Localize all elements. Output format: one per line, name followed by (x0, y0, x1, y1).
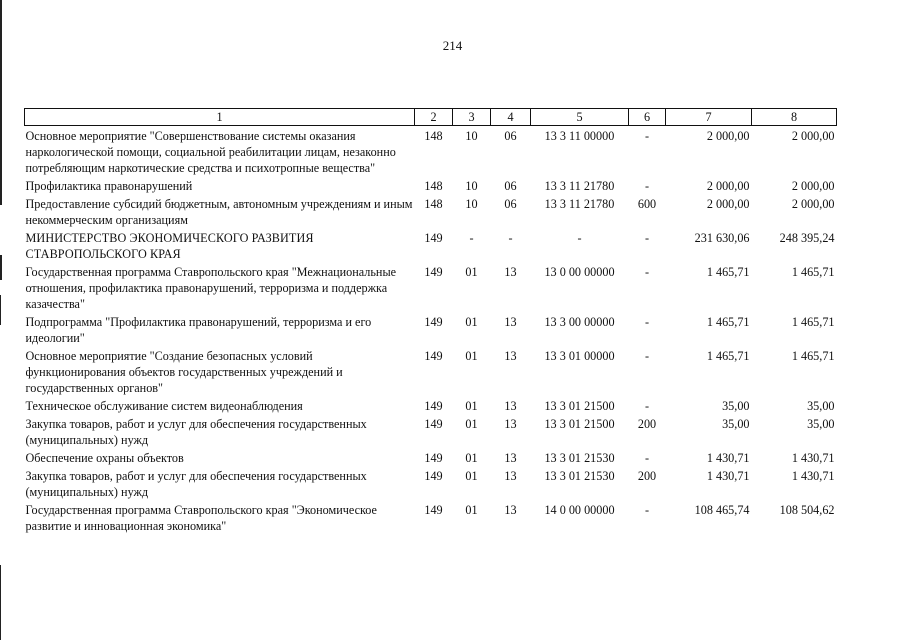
amount-year-1-cell: 1 430,71 (706, 469, 750, 483)
target-article-code-cell: 13 3 00 00000 (544, 315, 615, 329)
subsection-code-cell: 13 (504, 469, 517, 483)
expense-type-cell: - (644, 265, 650, 279)
column-header: 8 (752, 109, 837, 126)
section-code-cell: 10 (465, 197, 478, 211)
column-header: 3 (453, 109, 491, 126)
amount-year-2-cell: 1 430,71 (791, 451, 835, 465)
section-code-cell: 01 (465, 451, 478, 465)
subsection-code-cell: - (508, 231, 513, 245)
row-name-cell: Подпрограмма "Профилактика правонарушений, терроризма и его идеологии" (25, 315, 372, 345)
scan-edge-mark (0, 0, 2, 205)
table-row (25, 396, 837, 414)
chapter-code-cell: 149 (424, 503, 443, 517)
amount-year-2-cell: 35,00 (807, 399, 835, 413)
chapter-code-cell: 149 (424, 265, 443, 279)
chapter-code-cell: 149 (424, 231, 443, 245)
amount-year-1-cell: 1 465,71 (706, 315, 750, 329)
budget-table (24, 108, 837, 534)
expense-type-cell: 600 (637, 197, 657, 211)
row-name-cell: Предоставление субсидий бюджетным, автономным учреждениям и иным некоммерческим организациям (25, 197, 413, 227)
target-article-code-cell: 13 3 01 21500 (544, 399, 615, 413)
amount-year-2-cell: 108 504,62 (779, 503, 835, 517)
expense-type-cell: - (644, 179, 650, 193)
column-header: 2 (415, 109, 453, 126)
target-article-code-cell: 13 3 01 21530 (544, 451, 615, 465)
row-name-cell: Обеспечение охраны объектов (25, 451, 184, 465)
section-code-cell: 10 (465, 179, 478, 193)
table-row (25, 312, 837, 346)
table-row (25, 448, 837, 466)
column-header: 1 (25, 109, 415, 126)
amount-year-2-cell: 248 395,24 (779, 231, 835, 245)
expense-type-cell: 200 (637, 417, 657, 431)
section-code-cell: 01 (465, 469, 478, 483)
column-header: 5 (531, 109, 629, 126)
row-name-cell: Профилактика правонарушений (25, 179, 193, 193)
subsection-code-cell: 13 (504, 417, 517, 431)
row-name-cell: Основное мероприятие "Создание безопасных условий функционирования объектов государственных учреждений и государственных органов" (25, 349, 343, 395)
amount-year-2-cell: 1 465,71 (791, 315, 835, 329)
table-row (25, 126, 837, 177)
chapter-code-cell: 149 (424, 399, 443, 413)
chapter-code-cell: 148 (424, 129, 443, 143)
target-article-code-cell: 13 3 01 21500 (544, 417, 615, 431)
amount-year-2-cell: 1 465,71 (791, 265, 835, 279)
column-header: 4 (491, 109, 531, 126)
chapter-code-cell: 149 (424, 315, 443, 329)
section-code-cell: 01 (465, 399, 478, 413)
subsection-code-cell: 06 (504, 179, 517, 193)
scan-edge-mark (0, 295, 1, 325)
chapter-code-cell: 149 (424, 349, 443, 363)
row-name-cell: МИНИСТЕРСТВО ЭКОНОМИЧЕСКОГО РАЗВИТИЯ СТАВРОПОЛЬСКОГО КРАЯ (25, 231, 314, 261)
table-row (25, 466, 837, 500)
amount-year-1-cell: 2 000,00 (706, 129, 750, 143)
target-article-code-cell: - (577, 231, 582, 245)
chapter-code-cell: 149 (424, 469, 443, 483)
expense-type-cell: - (644, 503, 650, 517)
target-article-code-cell: 13 3 11 21780 (544, 179, 615, 193)
section-code-cell: 01 (465, 349, 478, 363)
amount-year-2-cell: 1 430,71 (791, 469, 835, 483)
expense-type-cell: - (644, 451, 650, 465)
table-row (25, 346, 837, 396)
target-article-code-cell: 13 3 11 00000 (544, 129, 615, 143)
subsection-code-cell: 06 (504, 197, 517, 211)
table-row (25, 262, 837, 312)
target-article-code-cell: 13 3 01 21530 (544, 469, 615, 483)
table-header-row (25, 109, 837, 126)
amount-year-1-cell: 108 465,74 (694, 503, 750, 517)
row-name-cell: Техническое обслуживание систем видеонаблюдения (25, 399, 303, 413)
amount-year-1-cell: 1 430,71 (706, 451, 750, 465)
expense-type-cell: - (644, 349, 650, 363)
column-header: 6 (629, 109, 666, 126)
row-name-cell: Основное мероприятие "Совершенствование системы оказания наркологической помощи, социальной реабилитации лицам, незаконно потребляющим наркотические средства и психотропные вещества" (25, 129, 396, 175)
expense-type-cell: - (644, 399, 650, 413)
amount-year-1-cell: 2 000,00 (706, 179, 750, 193)
expense-type-cell: - (644, 231, 650, 245)
column-header: 7 (666, 109, 752, 126)
chapter-code-cell: 148 (424, 179, 443, 193)
subsection-code-cell: 13 (504, 399, 517, 413)
subsection-code-cell: 13 (504, 451, 517, 465)
amount-year-1-cell: 1 465,71 (706, 349, 750, 363)
subsection-code-cell: 13 (504, 265, 517, 279)
target-article-code-cell: 14 0 00 00000 (544, 503, 615, 517)
table-row (25, 500, 837, 534)
amount-year-2-cell: 2 000,00 (791, 197, 835, 211)
amount-year-2-cell: 1 465,71 (791, 349, 835, 363)
table-row (25, 414, 837, 448)
row-name-cell: Государственная программа Ставропольского края "Экономическое развитие и инновационная экономика" (25, 503, 377, 533)
chapter-code-cell: 149 (424, 417, 443, 431)
row-name-cell: Закупка товаров, работ и услуг для обеспечения государственных (муниципальных) нужд (25, 469, 367, 499)
amount-year-1-cell: 2 000,00 (706, 197, 750, 211)
section-code-cell: 01 (465, 315, 478, 329)
subsection-code-cell: 06 (504, 129, 517, 143)
scan-edge-mark (0, 255, 2, 280)
amount-year-2-cell: 2 000,00 (791, 129, 835, 143)
table-row (25, 176, 837, 194)
amount-year-2-cell: 2 000,00 (791, 179, 835, 193)
subsection-code-cell: 13 (504, 503, 517, 517)
target-article-code-cell: 13 3 01 00000 (544, 349, 615, 363)
subsection-code-cell: 13 (504, 349, 517, 363)
section-code-cell: 01 (465, 265, 478, 279)
table-row (25, 228, 837, 262)
page-number: 214 (442, 38, 463, 53)
target-article-code-cell: 13 3 11 21780 (544, 197, 615, 211)
row-name-cell: Закупка товаров, работ и услуг для обеспечения государственных (муниципальных) нужд (25, 417, 367, 447)
section-code-cell: 01 (465, 417, 478, 431)
subsection-code-cell: 13 (504, 315, 517, 329)
section-code-cell: 10 (465, 129, 478, 143)
amount-year-1-cell: 35,00 (722, 417, 750, 431)
amount-year-1-cell: 231 630,06 (694, 231, 750, 245)
amount-year-1-cell: 35,00 (722, 399, 750, 413)
scan-edge-mark (0, 565, 1, 640)
section-code-cell: 01 (465, 503, 478, 517)
amount-year-2-cell: 35,00 (807, 417, 835, 431)
row-name-cell: Государственная программа Ставропольского края "Межнациональные отношения, профилактика правонарушений, терроризма и поддержка казачества" (25, 265, 397, 311)
table-body (25, 126, 837, 535)
amount-year-1-cell: 1 465,71 (706, 265, 750, 279)
expense-type-cell: - (644, 129, 650, 143)
section-code-cell: - (469, 231, 474, 245)
table-row (25, 194, 837, 228)
chapter-code-cell: 148 (424, 197, 443, 211)
expense-type-cell: - (644, 315, 650, 329)
target-article-code-cell: 13 0 00 00000 (544, 265, 615, 279)
expense-type-cell: 200 (637, 469, 657, 483)
chapter-code-cell: 149 (424, 451, 443, 465)
